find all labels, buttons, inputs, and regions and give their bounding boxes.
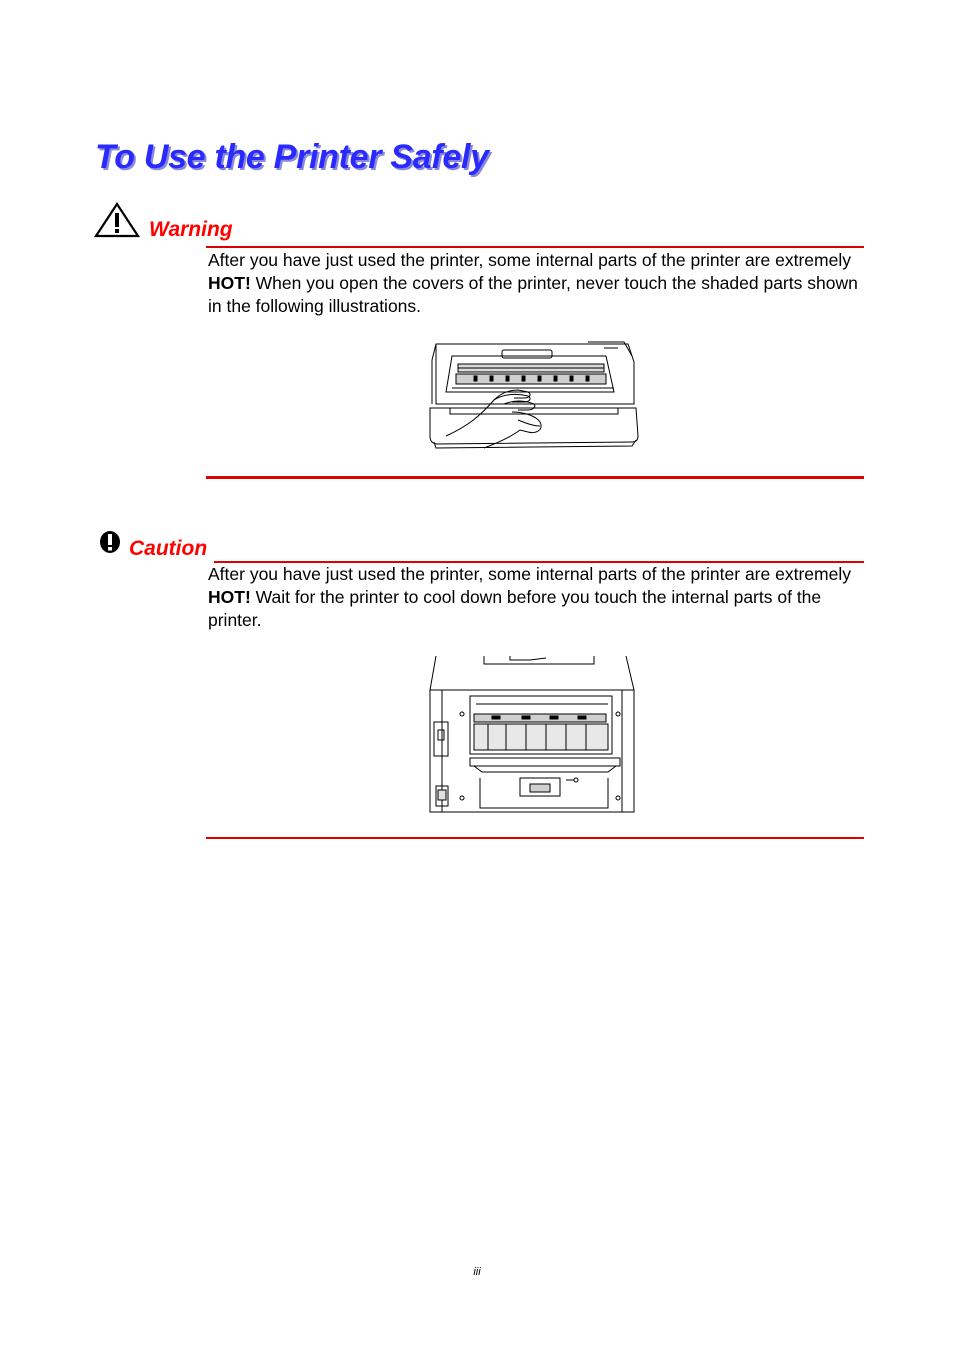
caution-label: Caution	[129, 537, 208, 560]
warning-hot-emphasis: HOT!	[208, 273, 251, 293]
page-title: To Use the Printer Safely	[95, 138, 489, 176]
printer-back-open-illustration	[426, 654, 646, 816]
caution-text: After you have just used the printer, some internal parts of the printer are extremely HOT! Wait for the printer to cool down before you touch the internal parts of the printer.	[208, 564, 851, 630]
warning-triangle-icon	[94, 202, 140, 238]
caution-header	[99, 530, 208, 560]
warning-text: After you have just used the printer, some internal parts of the printer are extremely HOT! When you open the covers of the printer, never touch the shaded parts shown in the following illustrations.	[208, 250, 858, 316]
warning-label: Warning	[149, 218, 233, 241]
printer-front-open-illustration	[428, 338, 640, 454]
caution-hot-emphasis: HOT!	[208, 587, 251, 607]
warning-bottom-rule	[206, 476, 864, 479]
caution-bottom-rule	[206, 837, 864, 839]
page-number: iii	[473, 1266, 481, 1278]
warning-header	[94, 202, 233, 241]
warning-top-rule	[206, 246, 864, 248]
caution-exclamation-icon	[99, 530, 121, 554]
